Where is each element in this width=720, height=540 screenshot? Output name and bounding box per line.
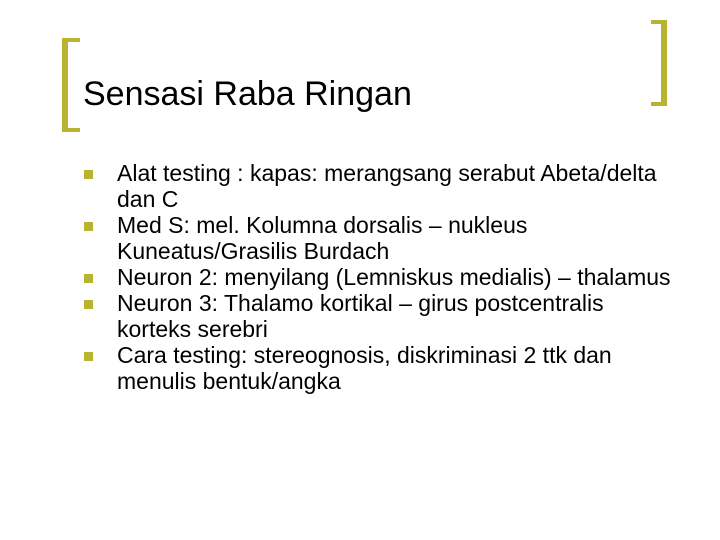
right-bracket-bottom (651, 102, 667, 106)
bullet-text: Neuron 3: Thalamo kortikal – girus postcentralis korteks serebri (117, 290, 604, 342)
left-bracket-bottom (62, 128, 80, 132)
bullet-list (84, 160, 684, 394)
bullet-item (84, 160, 684, 212)
slide-title: Sensasi Raba Ringan (83, 75, 412, 113)
left-bracket-top (62, 38, 80, 42)
square-bullet-icon (84, 352, 93, 361)
bullet-item (84, 290, 684, 342)
right-bracket-vertical (661, 20, 667, 106)
bullet-item (84, 212, 684, 264)
right-bracket-icon (651, 20, 667, 106)
bullet-text: Neuron 2: menyilang (Lemniskus medialis) – thalamus (117, 264, 671, 290)
left-bracket-vertical (62, 38, 68, 132)
square-bullet-icon (84, 222, 93, 231)
right-bracket-top (651, 20, 667, 24)
bullet-text: Cara testing: stereognosis, diskriminasi 2 ttk dan menulis bentuk/angka (117, 342, 612, 394)
square-bullet-icon (84, 300, 93, 309)
left-bracket-icon (62, 38, 80, 132)
square-bullet-icon (84, 274, 93, 283)
bullet-text: Alat testing : kapas: merangsang serabut Abeta/delta dan C (117, 160, 657, 212)
bullet-item (84, 264, 684, 290)
bullet-item (84, 342, 684, 394)
bullet-text: Med S: mel. Kolumna dorsalis – nukleus Kuneatus/Grasilis Burdach (117, 212, 528, 264)
square-bullet-icon (84, 170, 93, 179)
